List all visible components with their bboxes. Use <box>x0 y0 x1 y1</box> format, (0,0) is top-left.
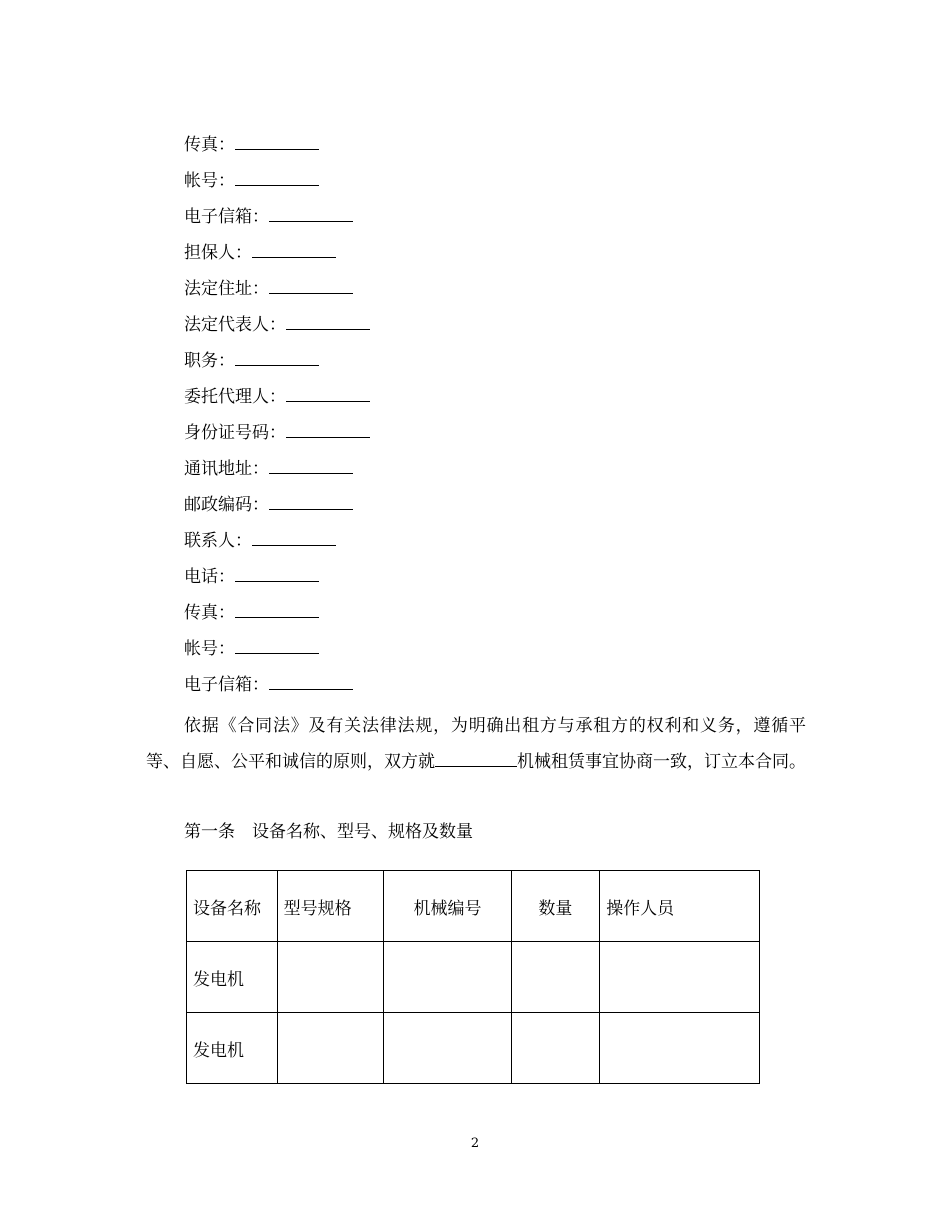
field-label: 电子信箱： <box>184 207 269 227</box>
field-row-postal-code <box>184 491 370 527</box>
field-label: 法定住址： <box>184 279 269 299</box>
table-cell[interactable] <box>511 1013 600 1084</box>
page-number: 2 <box>470 1136 480 1151</box>
header-cell: 设备名称 <box>187 871 278 942</box>
field-label: 邮政编码： <box>184 495 269 515</box>
field-label: 担保人： <box>184 243 252 263</box>
field-row-agent <box>184 383 370 419</box>
table-cell: 发电机 <box>187 942 278 1013</box>
field-row-legal-representative <box>184 311 370 347</box>
fill-in-blank[interactable] <box>235 347 319 366</box>
table-cell[interactable] <box>600 1013 760 1084</box>
paragraph-text-before: 依据《合同法》及有关法律法规，为明确出租方与承租方的权利和义务，遵循平等、自愿、公平和诚信的原则，双方就 <box>146 716 806 772</box>
fill-in-blank[interactable] <box>286 383 370 402</box>
table-cell[interactable] <box>511 942 600 1013</box>
header-cell: 操作人员 <box>600 871 760 942</box>
paragraph-text-after: 机械租赁事宜协商一致，订立本合同。 <box>517 752 806 772</box>
field-row-id-number <box>184 419 370 455</box>
field-label: 法定代表人： <box>184 315 286 335</box>
contact-field-list <box>184 131 370 707</box>
equipment-table <box>186 870 760 1084</box>
field-label: 传真： <box>184 135 235 155</box>
table-header-row <box>187 871 760 942</box>
field-label: 传真： <box>184 603 235 623</box>
field-row-position <box>184 347 370 383</box>
header-cell: 机械编号 <box>384 871 511 942</box>
field-row-email <box>184 203 370 239</box>
fill-in-blank[interactable] <box>235 131 319 150</box>
table-cell[interactable] <box>384 942 511 1013</box>
contract-intro-paragraph <box>146 708 806 780</box>
fill-in-blank[interactable] <box>269 455 353 474</box>
table-row <box>187 942 760 1013</box>
table-row <box>187 1013 760 1084</box>
fill-in-blank[interactable] <box>286 419 370 438</box>
table-cell[interactable] <box>384 1013 511 1084</box>
article-heading: 第一条 设备名称、型号、规格及数量 <box>184 822 473 842</box>
header-cell: 数量 <box>511 871 600 942</box>
field-row-guarantor <box>184 239 370 275</box>
field-label: 通讯地址： <box>184 459 269 479</box>
table-cell[interactable] <box>277 942 384 1013</box>
field-label: 联系人： <box>184 531 252 551</box>
fill-in-blank[interactable] <box>235 167 319 186</box>
field-row-contact-person <box>184 527 370 563</box>
field-row-account <box>184 635 370 671</box>
field-label: 身份证号码： <box>184 423 286 443</box>
fill-in-blank[interactable] <box>252 527 336 546</box>
fill-in-blank[interactable] <box>235 599 319 618</box>
field-row-email <box>184 671 370 707</box>
fill-in-blank[interactable] <box>269 491 353 510</box>
table-cell: 发电机 <box>187 1013 278 1084</box>
field-row-fax <box>184 131 370 167</box>
field-label: 委托代理人： <box>184 387 286 407</box>
table-cell[interactable] <box>277 1013 384 1084</box>
table-cell[interactable] <box>600 942 760 1013</box>
fill-in-blank[interactable] <box>286 311 370 330</box>
fill-in-blank[interactable] <box>269 671 353 690</box>
fill-in-blank[interactable] <box>252 239 336 258</box>
fill-in-blank[interactable] <box>269 275 353 294</box>
field-label: 电话： <box>184 567 235 587</box>
fill-in-blank[interactable] <box>235 563 319 582</box>
field-label: 帐号： <box>184 639 235 659</box>
field-label: 帐号： <box>184 171 235 191</box>
fill-in-blank[interactable] <box>269 203 353 222</box>
field-label: 电子信箱： <box>184 675 269 695</box>
field-row-legal-address <box>184 275 370 311</box>
field-row-fax <box>184 599 370 635</box>
field-label: 职务： <box>184 351 235 371</box>
fill-in-blank[interactable] <box>435 748 517 767</box>
field-row-phone <box>184 563 370 599</box>
field-row-account <box>184 167 370 203</box>
fill-in-blank[interactable] <box>235 635 319 654</box>
field-row-mailing-address <box>184 455 370 491</box>
header-cell: 型号规格 <box>277 871 384 942</box>
